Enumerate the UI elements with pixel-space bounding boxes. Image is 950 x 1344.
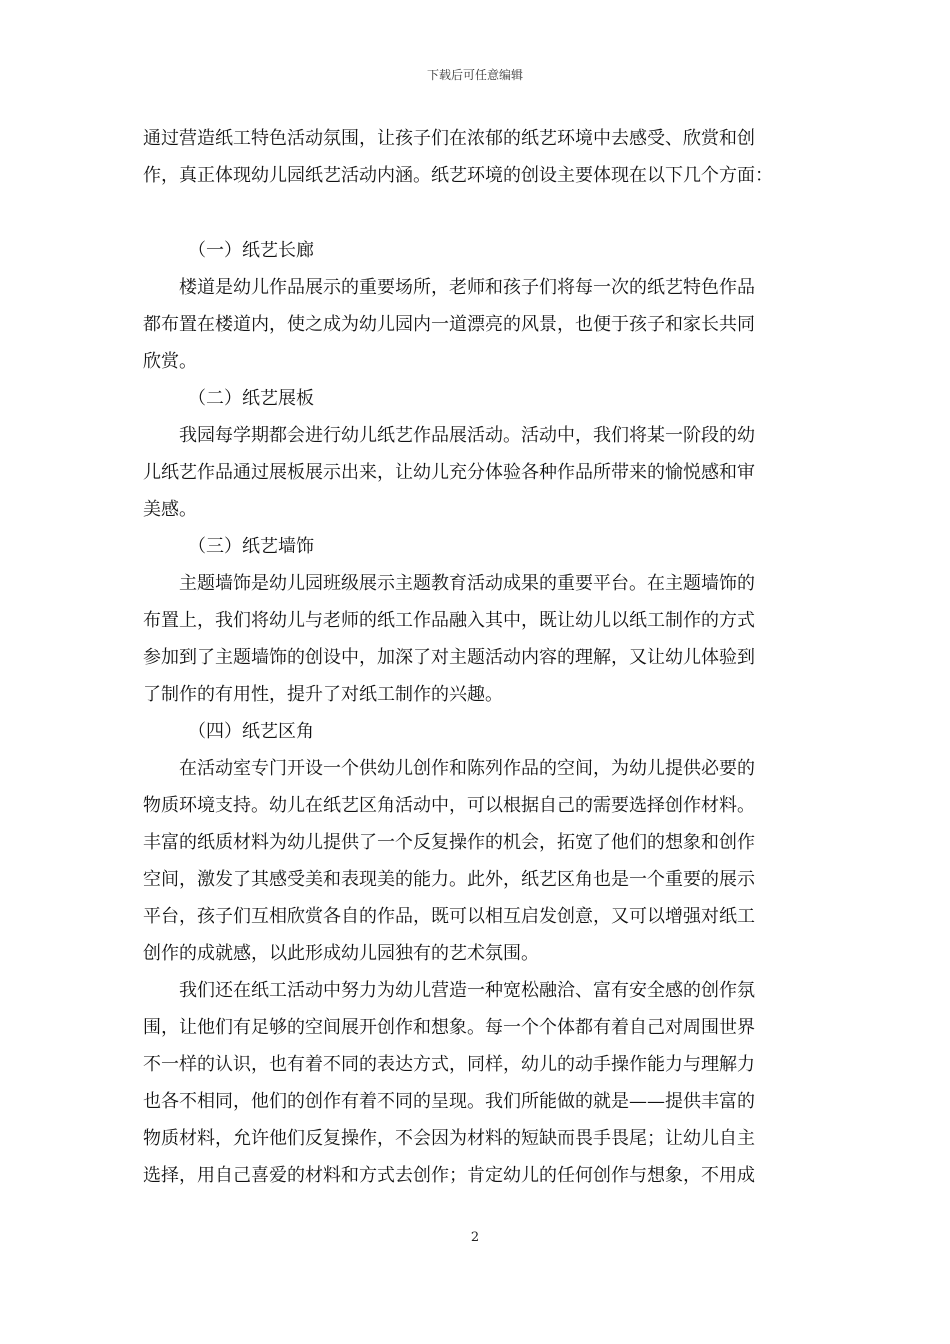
section-gap [143,194,811,232]
section-4-line-2: 物质环境支持。幼儿在纸艺区角活动中，可以根据自己的需要选择创作材料。 [143,795,755,816]
closing-line-4: 也各不相同，他们的创作有着不同的呈现。我们所能做的就是——提供丰富的 [143,1091,755,1112]
closing-line-3: 不一样的认识，也有着不同的表达方式，同样，幼儿的动手操作能力与理解力 [143,1054,755,1075]
section-1-line-1: 楼道是幼儿作品展示的重要场所，老师和孩子们将每一次的纸艺特色作品 [179,277,755,298]
section-4-line-1: 在活动室专门开设一个供幼儿创作和陈列作品的空间，为幼儿提供必要的 [179,758,755,779]
section-3-line-1: 主题墙饰是幼儿园班级展示主题教育活动成果的重要平台。在主题墙饰的 [179,573,755,594]
closing-line-5: 物质材料，允许他们反复操作，不会因为材料的短缺而畏手畏尾；让幼儿自主 [143,1128,755,1149]
closing-line-2: 围，让他们有足够的空间展开创作和想象。每一个个体都有着自己对周围世界 [143,1017,755,1038]
intro-line-2: 作，真正体现幼儿园纸艺活动内涵。纸艺环境的创设主要体现在以下几个方面： [143,165,773,186]
section-heading-1: （一）纸艺长廊 [188,240,314,261]
document-body [143,120,811,1194]
section-heading-3: （三）纸艺墙饰 [188,536,314,557]
section-heading-4: （四）纸艺区角 [188,721,314,742]
section-3-line-4: 了制作的有用性，提升了对纸工制作的兴趣。 [143,684,503,705]
section-2-line-2: 儿纸艺作品通过展板展示出来，让幼儿充分体验各种作品所带来的愉悦感和审 [143,462,755,483]
closing-line-1: 我们还在纸工活动中努力为幼儿营造一种宽松融洽、富有安全感的创作氛 [179,980,755,1001]
intro-line-1: 通过营造纸工特色活动氛围，让孩子们在浓郁的纸艺环境中去感受、欣赏和创 [143,128,755,149]
section-4-line-3: 丰富的纸质材料为幼儿提供了一个反复操作的机会，拓宽了他们的想象和创作 [143,832,755,853]
section-2-line-3: 美感。 [143,499,197,520]
section-3-line-2: 布置上，我们将幼儿与老师的纸工作品融入其中，既让幼儿以纸工制作的方式 [143,610,755,631]
section-heading-2: （二）纸艺展板 [188,388,314,409]
page-header-note: 下载后可任意编辑 [426,68,523,82]
section-2-line-1: 我园每学期都会进行幼儿纸艺作品展活动。活动中，我们将某一阶段的幼 [179,425,755,446]
section-1-line-3: 欣赏。 [143,351,197,372]
section-4-line-6: 创作的成就感，以此形成幼儿园独有的艺术氛围。 [143,943,539,964]
section-1-line-2: 都布置在楼道内，使之成为幼儿园内一道漂亮的风景，也便于孩子和家长共同 [143,314,755,335]
page-number: 2 [470,1230,480,1245]
section-3-line-3: 参加到了主题墙饰的创设中，加深了对主题活动内容的理解，又让幼儿体验到 [143,647,755,668]
closing-line-6: 选择，用自己喜爱的材料和方式去创作；肯定幼儿的任何创作与想象，不用成 [143,1165,755,1186]
section-4-line-5: 平台，孩子们互相欣赏各自的作品，既可以相互启发创意，又可以增强对纸工 [143,906,755,927]
section-4-line-4: 空间，激发了其感受美和表现美的能力。此外，纸艺区角也是一个重要的展示 [143,869,755,890]
